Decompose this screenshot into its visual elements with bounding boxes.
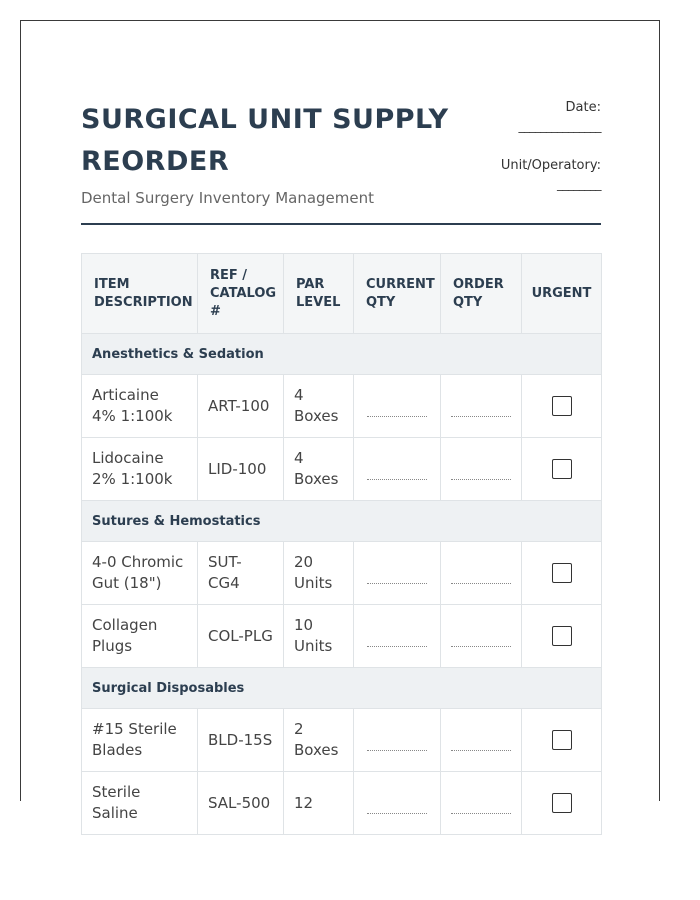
ref-catalog: SUT-CG4 — [198, 542, 284, 605]
par-level: 20 Units — [284, 542, 354, 605]
table-row — [82, 375, 602, 438]
current-qty-cell — [354, 605, 441, 668]
current-qty-cell — [354, 438, 441, 501]
order-qty-cell — [441, 438, 522, 501]
header-par-level: PAR LEVEL — [284, 254, 354, 334]
current-qty-field[interactable] — [367, 750, 427, 751]
urgent-checkbox[interactable] — [552, 793, 572, 813]
category-name: Anesthetics & Sedation — [82, 334, 602, 375]
par-level: 2 Boxes — [284, 709, 354, 772]
current-qty-cell — [354, 375, 441, 438]
urgent-cell — [522, 542, 602, 605]
current-qty-field[interactable] — [367, 479, 427, 480]
urgent-checkbox[interactable] — [552, 563, 572, 583]
urgent-cell — [522, 772, 602, 835]
reorder-form-sheet — [20, 20, 660, 822]
category-name: Surgical Disposables — [82, 668, 602, 709]
par-level: 4 Boxes — [284, 438, 354, 501]
date-field[interactable]: _______________ — [518, 119, 601, 133]
date-label: Date: — [565, 100, 601, 115]
item-description: Lidocaine 2% 1:100k — [82, 438, 198, 501]
item-description: Articaine 4% 1:100k — [82, 375, 198, 438]
current-qty-field[interactable] — [367, 646, 427, 647]
supply-table — [81, 253, 602, 835]
table-row — [82, 542, 602, 605]
page-title: SURGICAL UNIT SUPPLY REORDER — [81, 104, 449, 177]
form-meta — [451, 99, 601, 193]
table-row — [82, 605, 602, 668]
ref-catalog: LID-100 — [198, 438, 284, 501]
order-qty-cell — [441, 605, 522, 668]
category-row — [82, 668, 602, 709]
category-row — [82, 334, 602, 375]
current-qty-field[interactable] — [367, 583, 427, 584]
unit-operatory-field[interactable]: ________ — [557, 177, 601, 191]
table-row — [82, 709, 602, 772]
urgent-cell — [522, 438, 602, 501]
ref-catalog: BLD-15S — [198, 709, 284, 772]
ref-catalog: COL-PLG — [198, 605, 284, 668]
order-qty-cell — [441, 375, 522, 438]
order-qty-field[interactable] — [451, 646, 511, 647]
par-level: 10 Units — [284, 605, 354, 668]
order-qty-field[interactable] — [451, 416, 511, 417]
table-body — [82, 334, 602, 835]
table-header-row — [82, 254, 602, 334]
category-row — [82, 501, 602, 542]
item-description: 4-0 Chromic Gut (18") — [82, 542, 198, 605]
current-qty-cell — [354, 772, 441, 835]
urgent-cell — [522, 605, 602, 668]
order-qty-field[interactable] — [451, 479, 511, 480]
urgent-cell — [522, 709, 602, 772]
item-description: Sterile Saline — [82, 772, 198, 835]
order-qty-cell — [441, 709, 522, 772]
order-qty-field[interactable] — [451, 583, 511, 584]
table-row — [82, 772, 602, 835]
par-level: 12 — [284, 772, 354, 835]
header-item-description: ITEM DESCRIPTION — [82, 254, 198, 334]
urgent-checkbox[interactable] — [552, 459, 572, 479]
header-ref-catalog: REF / CATALOG # — [198, 254, 284, 334]
urgent-cell — [522, 375, 602, 438]
ref-catalog: SAL-500 — [198, 772, 284, 835]
order-qty-cell — [441, 542, 522, 605]
header-urgent: URGENT — [522, 254, 602, 334]
par-level: 4 Boxes — [284, 375, 354, 438]
table-row — [82, 438, 602, 501]
current-qty-cell — [354, 709, 441, 772]
item-description: #15 Sterile Blades — [82, 709, 198, 772]
item-description: Collagen Plugs — [82, 605, 198, 668]
order-qty-field[interactable] — [451, 813, 511, 814]
ref-catalog: ART-100 — [198, 375, 284, 438]
category-name: Sutures & Hemostatics — [82, 501, 602, 542]
header-current-qty: CURRENT QTY — [354, 254, 441, 334]
header-order-qty: ORDER QTY — [441, 254, 522, 334]
unit-operatory-label: Unit/Operatory: — [500, 158, 601, 173]
current-qty-field[interactable] — [367, 416, 427, 417]
order-qty-field[interactable] — [451, 750, 511, 751]
page-subtitle: Dental Surgery Inventory Management — [81, 189, 375, 207]
current-qty-cell — [354, 542, 441, 605]
urgent-checkbox[interactable] — [552, 396, 572, 416]
urgent-checkbox[interactable] — [552, 730, 572, 750]
current-qty-field[interactable] — [367, 813, 427, 814]
order-qty-cell — [441, 772, 522, 835]
urgent-checkbox[interactable] — [552, 626, 572, 646]
form-header — [81, 99, 601, 225]
